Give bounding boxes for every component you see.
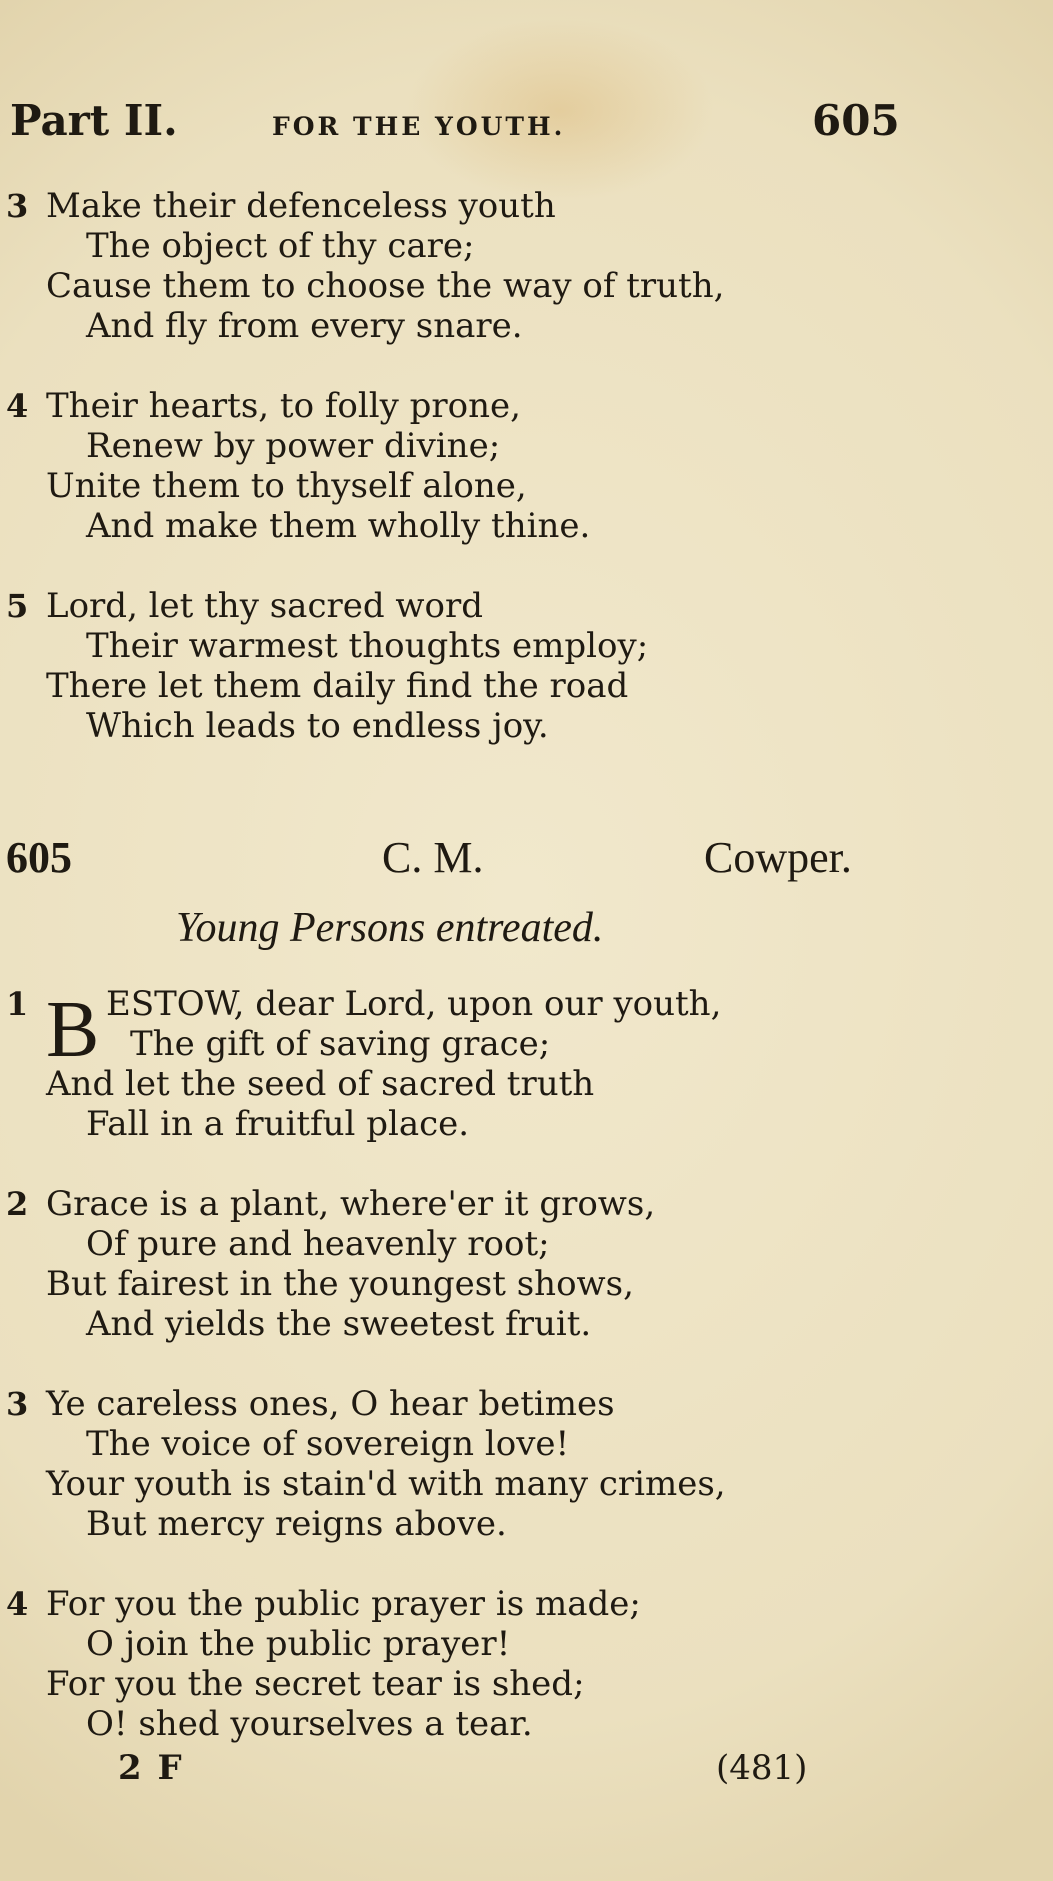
- footer-page-number: (481): [716, 1748, 808, 1788]
- verse-line: [6, 666, 648, 706]
- verse-line: [6, 1064, 721, 1104]
- hymn-meter: C. M.: [382, 833, 484, 882]
- verse-line-text: Their hearts, to folly prone,: [46, 386, 521, 426]
- verse-number: 3: [6, 1385, 29, 1423]
- verse-line: [6, 386, 590, 426]
- verse-line: [6, 1664, 641, 1704]
- verse-number: 2: [6, 1185, 29, 1223]
- drop-cap: B: [46, 986, 100, 1074]
- verse-line: [6, 266, 724, 306]
- verse-line: [6, 1384, 726, 1424]
- verse-line: [6, 1624, 641, 1664]
- verse-line-text: The gift of saving grace;: [130, 1024, 551, 1064]
- signature-mark: 2 F: [118, 1748, 184, 1788]
- page-footer: [118, 1748, 818, 1792]
- verse-line: [6, 586, 648, 626]
- verse-line-text: For you the public prayer is made;: [46, 1584, 641, 1624]
- prev-verse-5: [6, 586, 648, 746]
- verse-line: [6, 1424, 726, 1464]
- verse-line-text: Your youth is stain'd with many crimes,: [46, 1464, 726, 1504]
- verse-line-text: But mercy reigns above.: [86, 1504, 507, 1544]
- verse-line: [6, 1464, 726, 1504]
- prev-verse-4: [6, 386, 590, 546]
- verse-line-text: For you the secret tear is shed;: [46, 1664, 585, 1704]
- header-page-number: 605: [812, 96, 900, 145]
- verse-number: 1: [6, 985, 29, 1023]
- verse-line-text: O! shed yourselves a tear.: [86, 1704, 533, 1744]
- verse-number: 5: [6, 587, 29, 625]
- hymn-heading: [6, 832, 896, 882]
- hymn-author: Cowper.: [704, 833, 852, 882]
- verse-line-text: Ye careless ones, O hear betimes: [46, 1384, 615, 1424]
- verse-line-text: There let them daily find the road: [46, 666, 629, 706]
- verse-line-text: Their warmest thoughts employ;: [86, 626, 649, 666]
- hymn-subtitle: Young Persons entreated.: [176, 905, 604, 951]
- verse-line: [6, 466, 590, 506]
- verse-line-text: Lord, let thy sacred word: [46, 586, 484, 626]
- verse-line-text: Renew by power divine;: [86, 426, 501, 466]
- verse-line: [6, 1304, 655, 1344]
- hymn-verse-1: [6, 984, 721, 1144]
- verse-line-text: Of pure and heavenly root;: [86, 1224, 550, 1264]
- verse-line: [6, 626, 648, 666]
- hymn-verse-3: [6, 1384, 726, 1544]
- verse-line-text: Cause them to choose the way of truth,: [46, 266, 725, 306]
- verse-line-text: O join the public prayer!: [86, 1624, 511, 1664]
- verse-line-text: Grace is a plant, where'er it grows,: [46, 1184, 656, 1224]
- verse-number: 3: [6, 187, 29, 225]
- verse-line-text: And make them wholly thine.: [86, 506, 591, 546]
- verse-line-text: And fly from every snare.: [86, 306, 523, 346]
- verse-line: [6, 506, 590, 546]
- section-title: FOR THE YOUTH.: [272, 112, 566, 141]
- verse-line-text: And yields the sweetest fruit.: [86, 1304, 592, 1344]
- verse-line-text: Which leads to endless joy.: [86, 706, 549, 746]
- verse-line-text: Fall in a fruitful place.: [86, 1104, 470, 1144]
- hymn-verse-4: [6, 1584, 641, 1744]
- verse-line: [6, 306, 724, 346]
- verse-line-text: Make their defenceless youth: [46, 186, 556, 226]
- verse-number: 4: [6, 1585, 29, 1623]
- verse-line: [6, 1504, 726, 1544]
- verse-line: [6, 1184, 655, 1224]
- verse-line: [6, 226, 724, 266]
- prev-verse-3: [6, 186, 724, 346]
- running-header: [10, 96, 900, 156]
- verse-line-text: But fairest in the youngest shows,: [46, 1264, 634, 1304]
- hymn-verse-2: [6, 1184, 655, 1344]
- verse-line: [6, 984, 721, 1024]
- verse-line-text: ESTOW, dear Lord, upon our youth,: [106, 984, 722, 1024]
- verse-line-text: The voice of sovereign love!: [86, 1424, 570, 1464]
- verse-line: [6, 1704, 641, 1744]
- hymn-number: 605: [6, 833, 72, 882]
- verse-line: [6, 1584, 641, 1624]
- verse-line: [6, 1224, 655, 1264]
- verse-line: [6, 706, 648, 746]
- verse-line-text: The object of thy care;: [86, 226, 475, 266]
- verse-line: [6, 186, 724, 226]
- verse-number: 4: [6, 387, 29, 425]
- verse-line: [6, 1104, 721, 1144]
- verse-line: [6, 426, 590, 466]
- verse-line-text: And let the seed of sacred truth: [46, 1064, 595, 1104]
- verse-line: [6, 1024, 721, 1064]
- verse-line-text: Unite them to thyself alone,: [46, 466, 527, 506]
- part-label: Part II.: [10, 96, 178, 145]
- verse-line: [6, 1264, 655, 1304]
